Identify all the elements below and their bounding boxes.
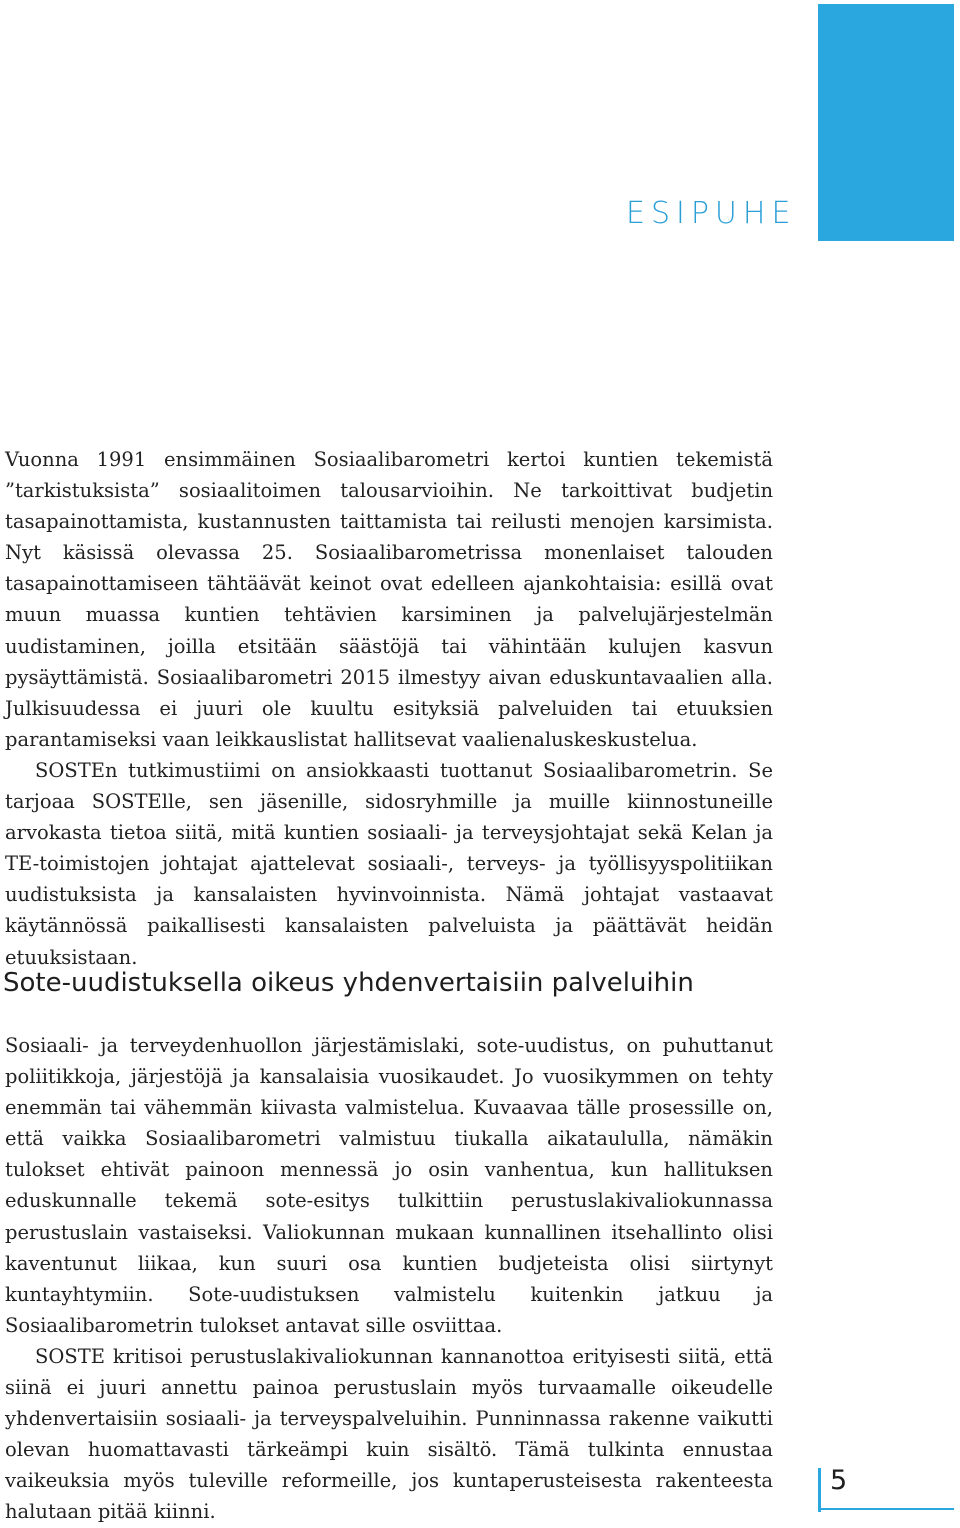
intro-paragraph-1: Vuonna 1991 ensimmäinen Sosiaalibarometri kertoi kuntien tekemistä ”tarkistuksista” sosiaalitoimen talousarvioihin. Ne tarkoittivat budjetin tasapainottamista, kustannusten taittamista tai reilusti menojen karsimista. Nyt käsissä olevassa 25. Sosiaalibarometrissa monenlaiset talouden tasapainottamiseen tähtäävät keinot ovat edelleen ajankohtaisia: esillä ovat muun muassa kuntien tehtävien karsiminen ja palvelujärjestelmän uudistaminen, joilla etsitään säästöjä tai vähintään kulujen kasvun pysäyttämistä. Sosiaalibarometri 2015 ilmestyy aivan eduskuntavaalien alla. Julkisuudessa ei juuri ole kuultu esityksiä palveluiden tai etuuksien parantamiseksi vaan leikkauslistat hallitsevat vaalienaluskeskustelua. [5,448,773,751]
page-number: 5 [830,1465,848,1496]
chapter-title: ESIPUHE [626,196,797,231]
intro-paragraph-2: SOSTEn tutkimustiimi on ansiokkaasti tuottanut Sosiaalibarometrin. Se tarjoaa SOSTElle, sen jäsenille, sidosryhmille ja muille kiinnostuneille arvokasta tietoa siitä, mitä kuntien sosiaali- ja terveysjohtajat sekä Kelan ja TE-toimistojen johtajat ajattelevat sosiaali-, terveys- ja työllisyyspolitiikan uudistuksista ja kansalaisten hyvinvoinnista. Nämä johtajat vastaavat käytännössä paikallisesti kansalaisten palveluista ja päättävät heidän etuuksistaan. [5,758,773,969]
section-text [5,1030,773,1528]
section-paragraph-2: SOSTE kritisoi perustuslakivaliokunnan kannanottoa erityisesti siitä, että siinä ei juuri annettu painoa perustuslain myös turvaamalle oikeudelle yhdenvertaisiin sosiaali- ja terveyspalveluihin. Punninnassa rakenne vaikutti olevan huomattavasti tärkeämpi kuin sisältö. Tämä tulkinta ennustaa vaikeuksia myös tuleville reformeille, jos kuntaperusteisesta rakenteesta halutaan pitää kiinni. [5,1344,773,1524]
page-number-rule [818,1468,821,1512]
section-paragraph-1: Sosiaali- ja terveydenhuollon järjestämislaki, sote-uudistus, on puhuttanut poliitikkoja, järjestöjä ja kansalaisia vuosikaudet. Jo vuosikymmen on tehty enemmän tai vähemmän kiivasta valmistelua. Kuvaavaa tälle prosessille on, että vaikka Sosiaalibarometri valmistuu tiukalla aikataululla, nämäkin tulokset ehtivät painoon mennessä jo osin vanhentua, kun hallituksen eduskunnalle tekemä sote-esitys tulkittiin perustuslakivaliokunnassa perustuslain vastaiseksi. Valiokunnan mukaan kunnallinen itsehallinto olisi kaventunut liikaa, kun suuri osa kuntien budjeteista olisi siirtynyt kuntayhtymiin. Sote-uudistuksen valmistelu kuitenkin jatkuu ja Sosiaalibarometrin tulokset antavat sille osviittaa. [5,1034,773,1337]
chapter-accent-bar [818,4,954,241]
intro-text [5,444,773,973]
section-heading: Sote-uudistuksella oikeus yhdenvertaisiin palveluihin [3,968,694,998]
page-bottom-rule [818,1508,954,1510]
